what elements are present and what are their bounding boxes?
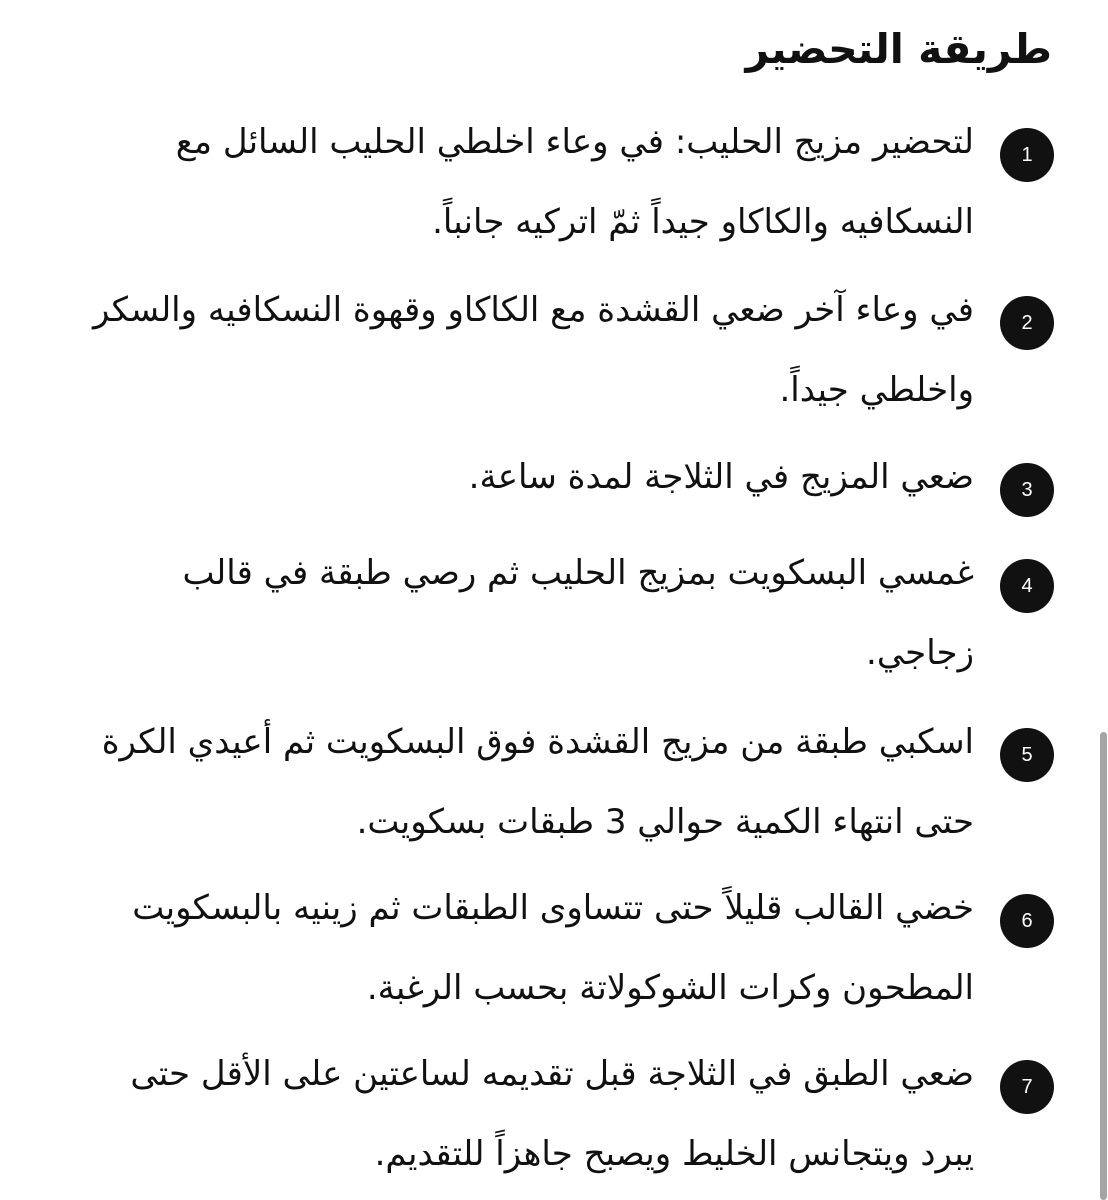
step-number-badge: 6	[1000, 894, 1054, 948]
step-text: لتحضير مزيج الحليب: في وعاء اخلطي الحليب السائل مع النسكافيه والكاكاو جيداً ثمّ اتركيه جانباً.	[175, 122, 974, 242]
step-number-badge: 2	[1000, 296, 1054, 350]
step-number-badge: 1	[1000, 128, 1054, 182]
step-text: خضي القالب قليلاً حتى تتساوى الطبقات ثم زينيه بالبسكويت المطحون وكرات الشوكولاتة بحسب الرغبة.	[132, 888, 974, 1008]
step-text: ضعي الطبق في الثلاجة قبل تقديمه لساعتين على الأقل حتى يبرد ويتجانس الخليط ويصبح جاهزاً للتقديم.	[130, 1054, 974, 1174]
step-text: اسكبي طبقة من مزيج القشدة فوق البسكويت ثم أعيدي الكرة حتى انتهاء الكمية حوالي 3 طبقات بسكويت.	[101, 722, 974, 842]
step-number-badge: 4	[1000, 559, 1054, 613]
step-number-badge: 3	[1000, 463, 1054, 517]
vertical-scrollbar[interactable]	[1100, 732, 1107, 1200]
step-text: ضعي المزيج في الثلاجة لمدة ساعة.	[468, 457, 974, 497]
step-number-badge: 5	[1000, 728, 1054, 782]
section-title: طريقة التحضير	[745, 25, 1052, 73]
step-text: في وعاء آخر ضعي القشدة مع الكاكاو وقهوة النسكافيه والسكر واخلطي جيداً.	[92, 290, 974, 410]
step-text: غمسي البسكويت بمزيج الحليب ثم رصي طبقة في قالب زجاجي.	[182, 553, 974, 673]
step-number-badge: 7	[1000, 1060, 1054, 1114]
